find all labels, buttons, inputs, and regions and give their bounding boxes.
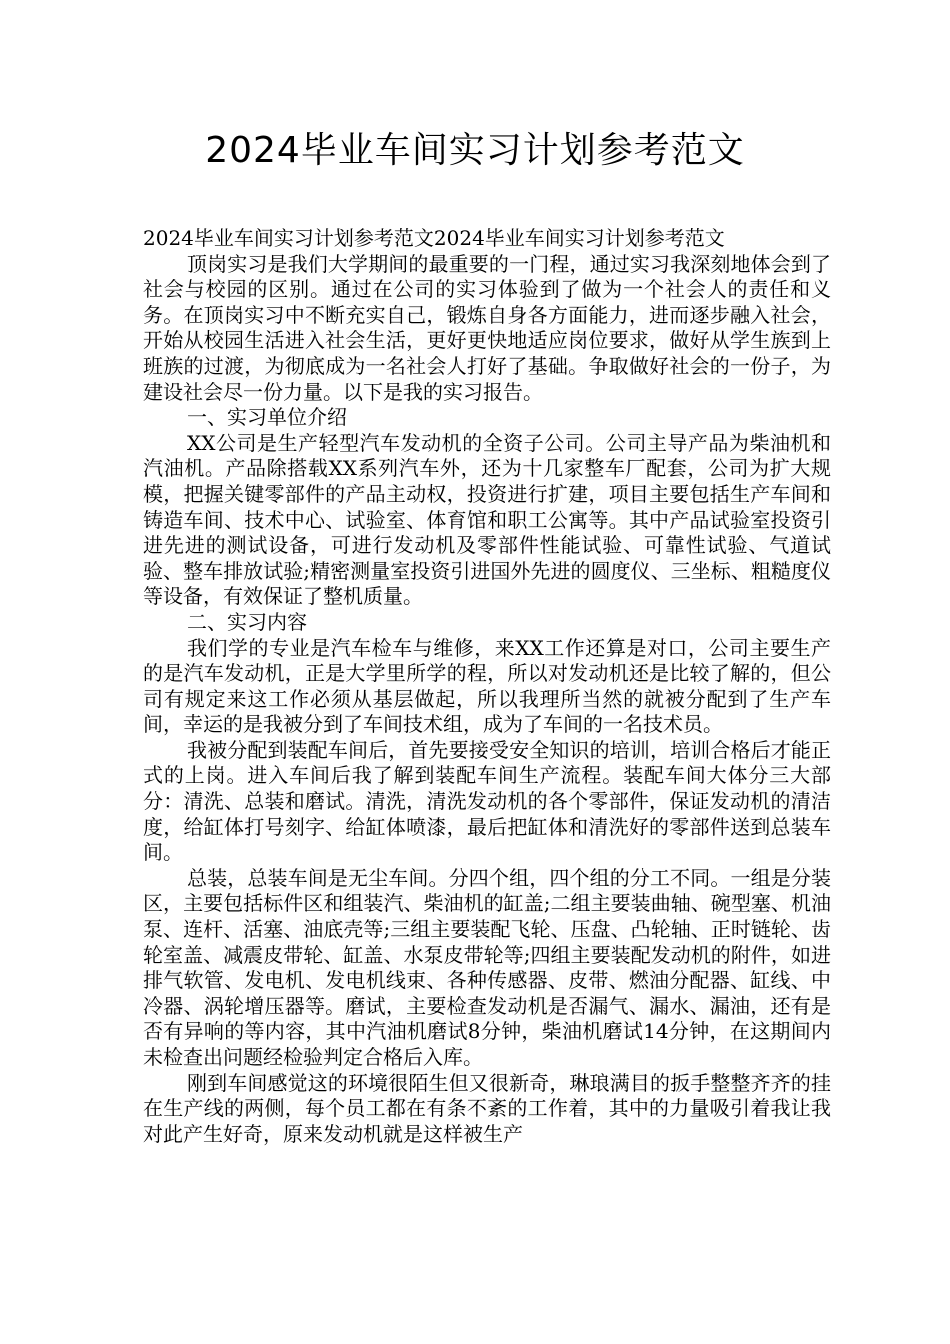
paragraph-final-assembly: 总装，总装车间是无尘车间。分四个组，四个组的分工不同。一组是分装区，主要包括标件区和组装汽、柴油机的缸盖;二组主要装曲轴、碗型塞、机油泵、连杆、活塞、油底壳等;三组主要装配飞轮、压盘、凸轮轴、正时链轮、齿轮室盖、减震皮带轮、缸盖、水泵皮带轮等;四组主要装配发动机的附件，如进排气软管、发电机、发电机线束、各种传感器、皮带、燃油分配器、缸线、中冷器、涡轮增压器等。磨试，主要检查发动机是否漏气、漏水、漏油，还有是否有异响的等内容，其中汽油机磨试8分钟，柴油机磨试14分钟，在这期间内未检查出问题经检验判定合格后入库。 [143,865,831,1069]
lead-line: 2024毕业车间实习计划参考范文2024毕业车间实习计划参考范文 [143,226,725,250]
section-heading-content: 二、实习内容 [187,609,307,634]
section-heading-company: 一、实习单位介绍 [187,405,347,430]
paragraph-company: XX公司是生产轻型汽车发动机的全资子公司。公司主导产品为柴油机和汽油机。产品除搭载XX系列汽车外，还为十几家整车厂配套，公司为扩大规模，把握关键零部件的产品主动权，投资进行扩建，项目主要包括生产车间和铸造车间、技术中心、试验室、体育馆和职工公寓等。其中产品试验室投资引进先进的测试设备，可进行发动机及零部件性能试验、可靠性试验、气道试验、整车排放试验;精密测量室投资引进国外先进的圆度仪、三坐标、粗糙度仪等设备，有效保证了整机质量。 [143,430,831,609]
paragraph-intro: 顶岗实习是我们大学期间的最重要的一门程，通过实习我深刻地体会到了社会与校园的区别。通过在公司的实习体验到了做为一个社会人的责任和义务。在顶岗实习中不断充实自己，锻炼自身各方面能力，进而逐步融入社会，开始从校园生活进入社会生活，更好更快地适应岗位要求，做好从学生族到上班族的过渡，为彻底成为一名社会人打好了基础。争取做好社会的一份子，为建设社会尽一份力量。以下是我的实习报告。 [143,251,831,404]
document-title: 2024毕业车间实习计划参考范文 [205,130,745,171]
paragraph-first-impression: 刚到车间感觉这的环境很陌生但又很新奇，琳琅满目的扳手整整齐齐的挂在生产线的两侧，每个员工都在有条不紊的工作着，其中的力量吸引着我让我对此产生好奇，原来发动机就是这样被生产 [143,1070,831,1146]
document-body [143,226,831,1147]
paragraph-major: 我们学的专业是汽车检车与维修，来XX工作还算是对口，公司主要生产的是汽车发动机，正是大学里所学的程，所以对发动机还是比较了解的，但公司有规定来这工作必须从基层做起，所以我理所当然的就被分配到了生产车间，幸运的是我被分到了车间技术组，成为了车间的一名技术员。 [143,635,831,737]
paragraph-assembly-workshop: 我被分配到装配车间后，首先要接受安全知识的培训，培训合格后才能正式的上岗。进入车间后我了解到装配车间生产流程。装配车间大体分三大部分：清洗、总装和磨试。清洗，清洗发动机的各个零部件，保证发动机的清洁度，给缸体打号刻字、给缸体喷漆，最后把缸体和清洗好的零部件送到总装车间。 [143,737,831,865]
